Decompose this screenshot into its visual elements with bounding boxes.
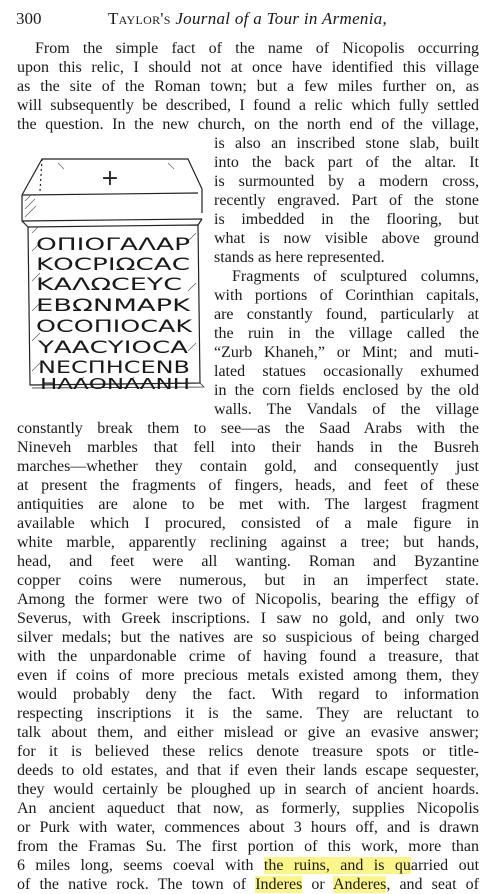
text-line: even if coins of more precious metals existed among them, they xyxy=(17,667,479,684)
text-line: Among the former were two of Nicopolis, bearing the effigy of xyxy=(17,591,479,608)
text-line: what is now visible above ground xyxy=(214,230,479,247)
text-line: lated statues occasionally exhumed xyxy=(214,363,479,380)
text-line: is imbedded in the flooring, but xyxy=(214,211,479,228)
text-line: will subsequently be described, I found a relic which fully settled xyxy=(17,97,479,114)
text-fragment: arried out xyxy=(410,857,480,874)
text-line: they would certainly be ploughed up in search of ancient hoards. xyxy=(17,781,479,798)
text-line: at present the fragments of fingers, heads, and feet of these xyxy=(17,477,479,494)
page-header xyxy=(16,9,484,35)
inscribed-stone-illustration xyxy=(18,151,206,389)
text-line: would probably deny the fact. With regard to information xyxy=(17,686,479,703)
carved-cross: + xyxy=(100,166,120,191)
text-line: Severus, with Greek inscriptions. I saw no gold, and only two xyxy=(17,610,479,627)
inscription-line: ΚΟCΡΙΩCΑC xyxy=(36,255,190,275)
text-line: or Purk with water, commences about 3 hours off, and is drawn xyxy=(17,819,479,836)
text-line: marches—whether they contain gold, and consequently just xyxy=(17,458,479,475)
text-line: white marble, apparently reclining against a tree; but hands, xyxy=(17,534,479,551)
text-fragment: 6 miles long, seems coeval with xyxy=(17,857,254,874)
title-author: Taylor's xyxy=(108,9,171,28)
text-line: silver medals; but the natives are so suspicious of being charged xyxy=(17,629,479,646)
text-line: the question. In the new church, on the north end of the village, xyxy=(17,116,479,133)
text-line: with portions of Corinthian capitals, xyxy=(214,287,479,304)
text-fragment: , and seat of xyxy=(386,876,479,893)
text-line: as the site of the Roman town; but a few miles further on, as xyxy=(17,78,479,95)
text-line: from the Framas Su. The first portion of this work, more than xyxy=(17,838,479,855)
inscription-line: ΟΠΙΟΓΑΛΑΡ xyxy=(36,235,190,255)
inscription-line: ΚΑΛΩCΕΥC xyxy=(36,275,182,295)
text-line: walls. The Vandals of the village xyxy=(214,401,479,418)
text-line: is also an inscribed stone slab, built xyxy=(214,135,479,152)
text-line: An ancient aqueduct that now, as formerly, supplies Nicopolis xyxy=(17,800,479,817)
text-line: Nineveh marbles that fell into their hands in the Busreh xyxy=(17,439,479,456)
text-line: in the corn fields enclosed by the old xyxy=(214,382,479,399)
text-line: head, and feet were all wanting. Roman and Byzantine xyxy=(17,553,479,570)
text-line: deeds to old estates, and that if even their lands escape sequester, xyxy=(17,762,479,779)
text-line: talk about them, and either mislead or give an evasive answer; xyxy=(17,724,479,741)
text-line: “Zurb Khaneh,” or Mint; and muti- xyxy=(214,344,479,361)
text-line: into the back part of the altar. It xyxy=(214,154,479,171)
inscription-line: ΕΒΩΝΜΑΡΚ xyxy=(36,296,192,316)
text-line: upon this relic, I should not at once have identified this village xyxy=(17,59,479,76)
text-line xyxy=(17,856,479,875)
text-line xyxy=(17,875,479,894)
text-fragment: or xyxy=(302,876,333,893)
text-line: stands as here represented. xyxy=(214,249,385,266)
text-line: recently engraved. Part of the stone xyxy=(214,192,479,209)
text-line: available which I procured, consisted of a male figure in xyxy=(17,515,479,532)
text-line: for it is believed these relics denote treasure spots or title- xyxy=(17,743,479,760)
inscription-line: ΥΑΑCΥΙΟCΑ xyxy=(36,338,189,358)
text-line: is surmounted by a modern cross, xyxy=(214,173,479,190)
text-line: the ruin in the village called the xyxy=(214,325,479,342)
inscription-line: ΟCΟΠΙΟCΑΚ xyxy=(36,317,194,337)
inscription-line: ΗΛΛΟΝΛΛΝΗ xyxy=(40,375,190,389)
text-line: Fragments of sculptured columns, xyxy=(232,268,479,285)
text-line: copper coins were numerous, but in an imperfect state. xyxy=(17,572,479,589)
page-number: 300 xyxy=(16,9,42,28)
highlighted-text: Inderes xyxy=(255,876,303,893)
text-line: with the unpardonable crime of having found a treasure, that xyxy=(17,648,479,665)
text-line: constantly break them to see—as the Saad Arabs with the xyxy=(17,420,479,437)
text-line: antiquities are alone to be met with. The largest fragment xyxy=(17,496,479,513)
greek-inscription xyxy=(36,235,193,389)
highlighted-text: the ruins, and is qu xyxy=(263,857,411,874)
text-line: respecting inscriptions it is the same. They are reluctant to xyxy=(17,705,479,722)
highlighted-text: Anderes xyxy=(333,876,387,893)
title-rest: Journal of a Tour in Armenia, xyxy=(175,9,388,28)
text-line: From the simple fact of the name of Nicopolis occurring xyxy=(35,40,479,57)
inscription-line: ΝΕCΠΗCΕΝΒ xyxy=(38,358,190,378)
running-title xyxy=(108,9,387,29)
text-line: are constantly found, particularly at xyxy=(214,306,479,323)
text-fragment: of the native rock. The town of xyxy=(17,876,256,893)
